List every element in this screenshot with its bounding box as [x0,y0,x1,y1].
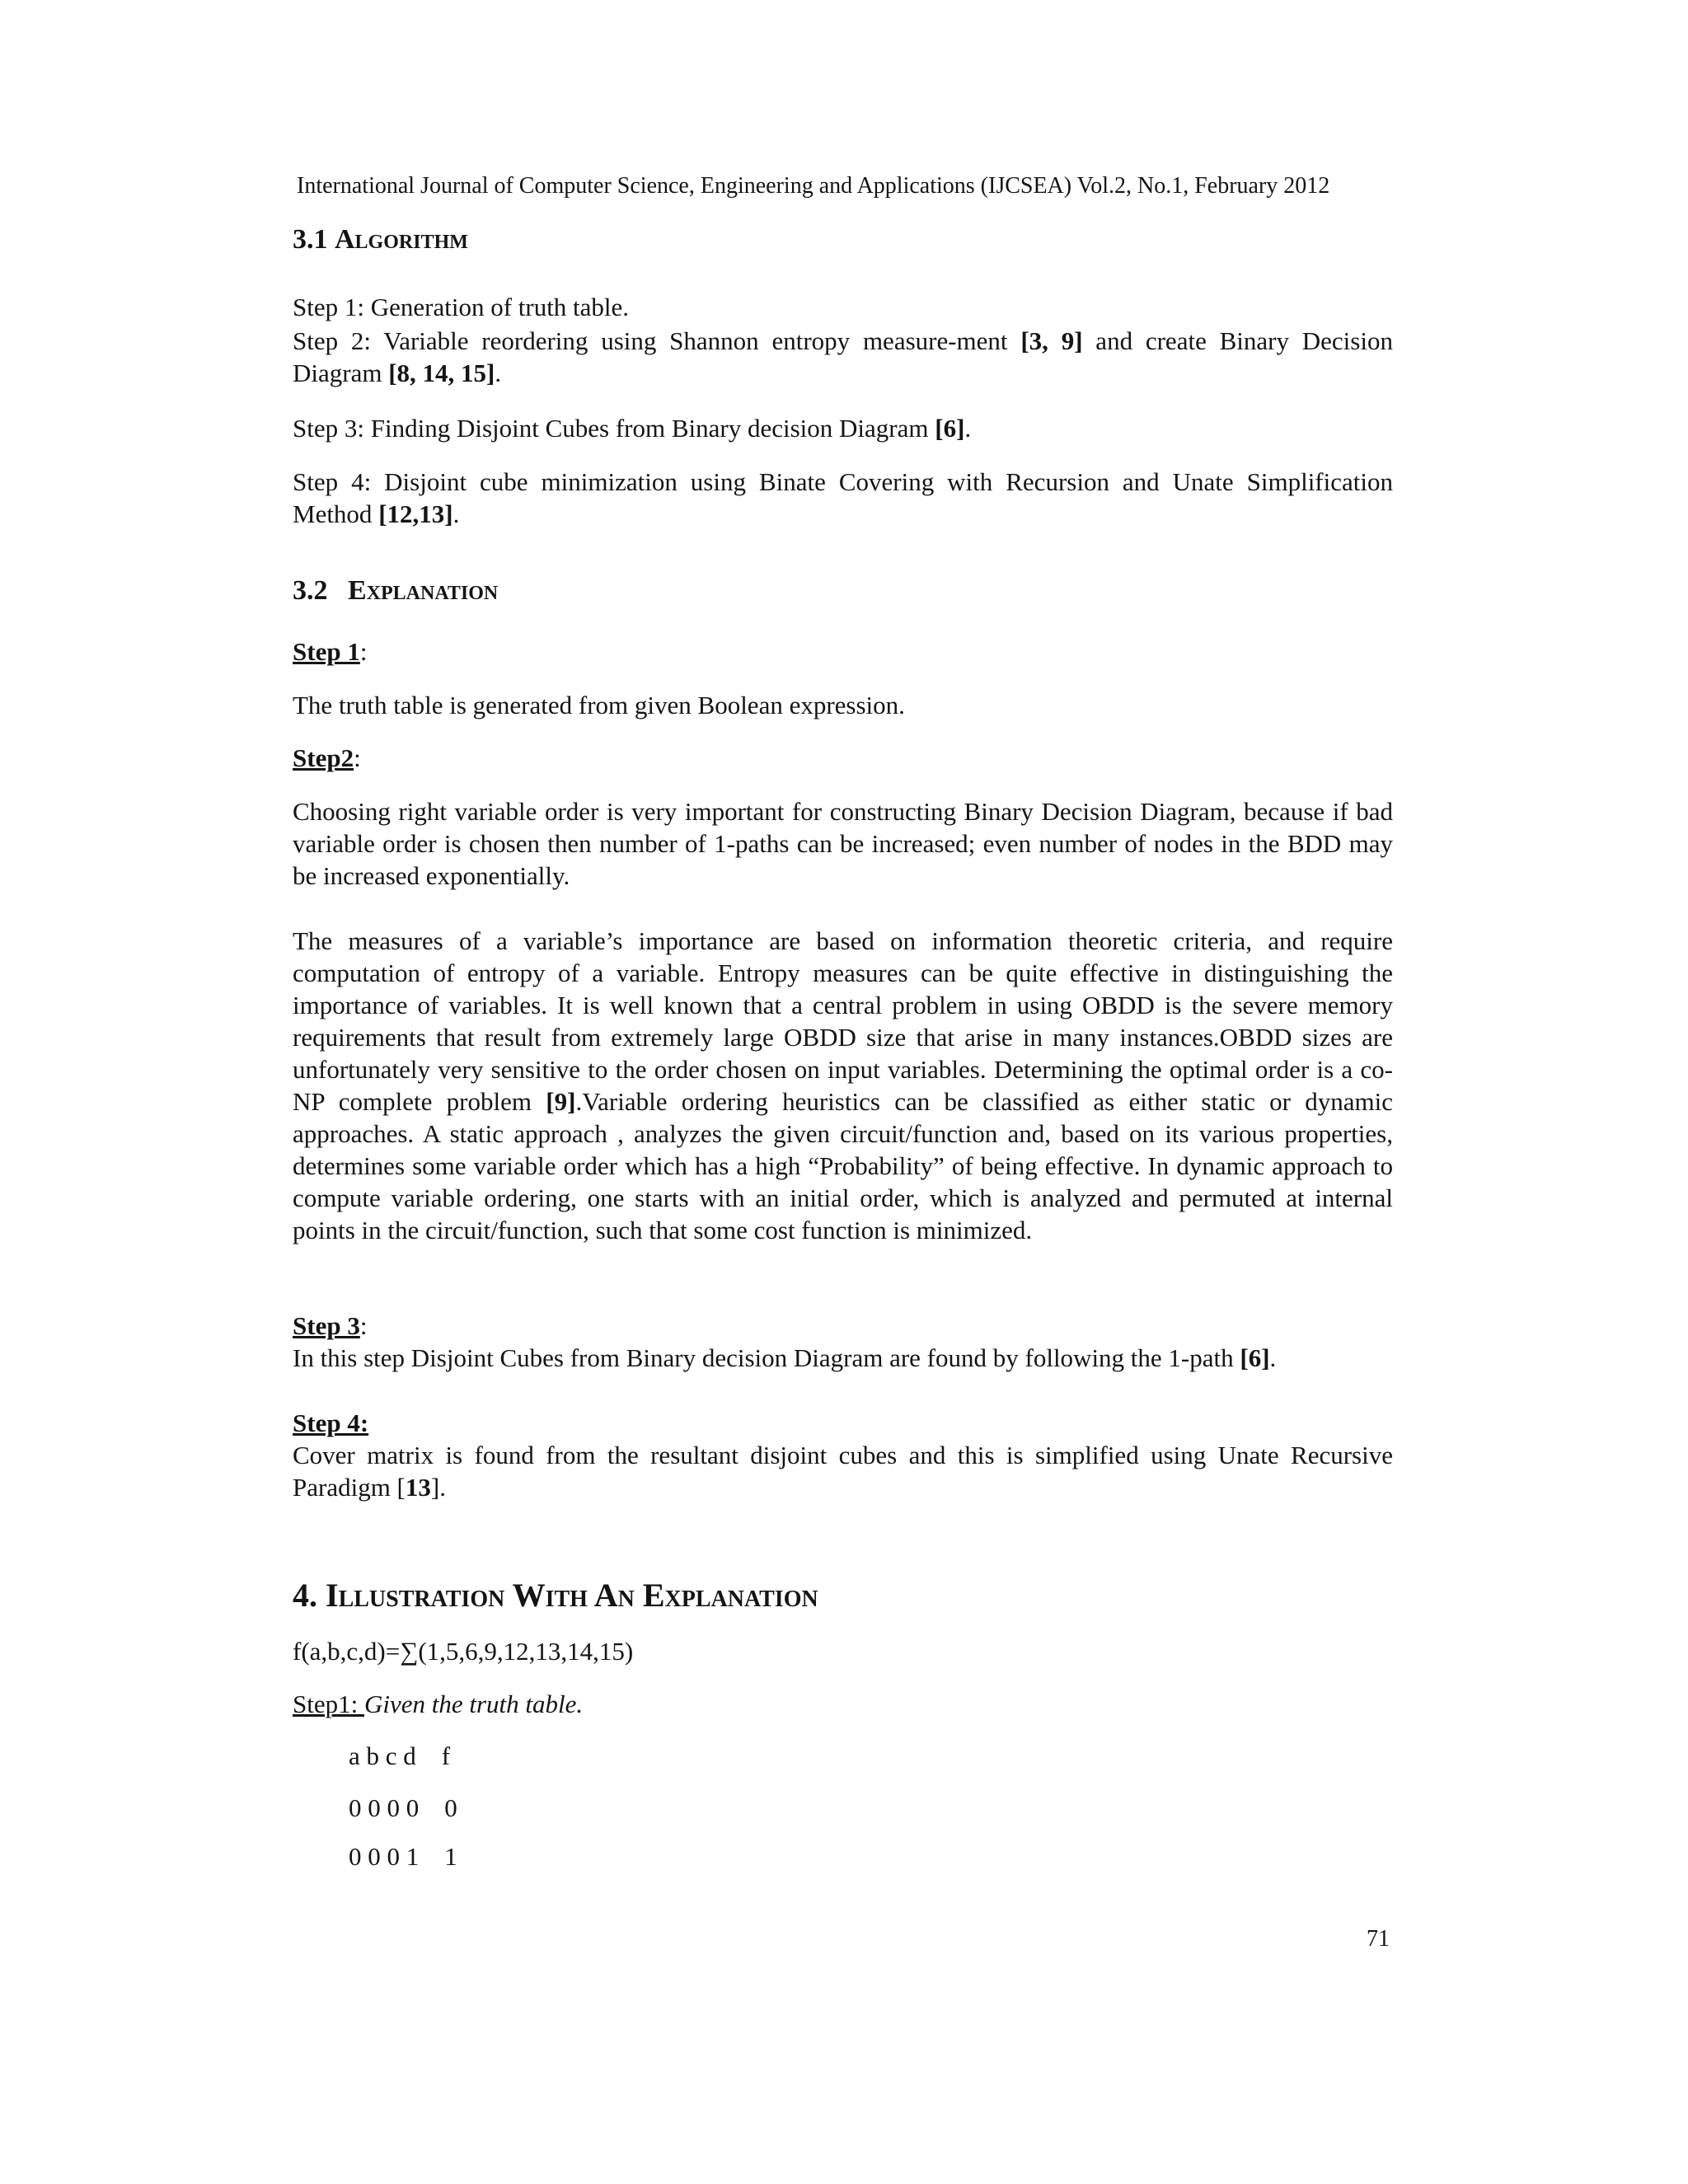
step-4-heading [293,1408,368,1438]
citation: [8, 14, 15] [388,359,495,387]
section-number: 4. [293,1577,326,1614]
section-3-1-heading [293,224,468,255]
punct: . [964,414,972,443]
page-number: 71 [1367,1926,1390,1952]
step-4-label: Step 4: [293,1408,369,1437]
step-3-heading: Step 3: [293,1311,368,1340]
citation: [6] [935,414,965,443]
running-header: International Journal of Computer Science, Engineering and Applications (IJCSEA) Vol.2, No.1, February 2012 [297,173,1330,199]
punct: ]. [430,1473,446,1502]
algo-step-3 [293,414,971,443]
boolean-function: f(a,b,c,d)=∑(1,5,6,9,12,13,14,15) [293,1637,634,1666]
step-2-paragraph-1: Choosing right variable order is very important for constructing Binary Decision Diagram, because if bad variable order is chosen then number of 1-paths can be increased; even number of nodes in the BDD may be increased exponentially. [293,797,1393,890]
step-2-paragraph-2-text: The measures of a variable’s importance are based on information theoretic criteria, and require computation of entropy of a variable. Entropy measures can be quite effective in distinguishing the importance of variables. It is well known that a central problem in using OBDD is the severe memory requirements that result from extremely large OBDD size that arise in many instances.OBDD sizes are unfortunately very sensitive to the order chosen on input variables. Determining the optimal order is a co-NP complete problem [293,926,1393,1116]
truth-table-row: 0 0 0 0 0 [349,1793,457,1822]
citation: [6] [1240,1343,1270,1372]
algo-step-2 [293,325,1393,389]
section-title: Algorithm [335,224,468,255]
algo-step-2-text-b: and create Binary Decision Diagram [293,326,1393,387]
truth-table-header: a b c d f [349,1741,451,1770]
section-title: Illustration With An Explanation [326,1577,818,1614]
step-3-text-a: In this step Disjoint Cubes from Binary decision Diagram are found by following the 1-path [293,1343,1240,1372]
illustration-step-1 [293,1690,583,1719]
citation: [3, 9] [1020,326,1083,355]
step-1-text: The truth table is generated from given Boolean expression. [293,691,905,719]
illustration-step-1-text: Given the truth table. [363,1690,584,1718]
punct: . [495,359,502,387]
section-title: Explanation [348,575,499,606]
step-2-label: Step2 [293,743,354,772]
truth-table-row: 0 0 0 1 1 [349,1842,457,1871]
algo-step-1: Step 1: Generation of truth table. [293,293,630,321]
step-1-heading: Step 1: [293,637,368,666]
algo-step-3-text: Step 3: Finding Disjoint Cubes from Binary decision Diagram [293,414,935,443]
step-1-label: Step 1 [293,637,360,666]
step-2-paragraph-2-text-b: .Variable ordering heuristics can be classified as either static or dynamic approaches. A static approach , analyzes the given circuit/function and, based on its various properties, determines some variable order which has a high “Probability” of being effective. In dynamic approach to compute variable ordering, one starts with an initial order, which is analyzed and permuted at internal points in the circuit/function, such that some cost function is minimized. [293,1087,1393,1244]
illustration-step-1-label: Step1: [293,1690,364,1718]
citation: [9] [546,1087,576,1116]
step-2-heading: Step2: [293,743,361,772]
step-2-paragraph-2 [293,925,1393,1246]
step-4-text-a: Cover matrix is found from the resultant disjoint cubes and this is simplified using Unate Recursive Paradigm [ [293,1441,1393,1502]
punct: . [1269,1343,1277,1372]
step-3-text [293,1343,1276,1373]
section-number: 3.2 [293,575,335,606]
citation: 13 [405,1473,431,1502]
step-3-label: Step 3 [293,1311,360,1340]
punct: . [452,499,460,528]
section-4-heading [293,1576,818,1615]
section-number: 3.1 [293,224,335,255]
algo-step-4 [293,466,1393,530]
section-3-2-heading [293,575,498,607]
step-4-text [293,1439,1393,1503]
algo-step-4-text: Step 4: Disjoint cube minimization using Binate Covering with Recursion and Unate Simplification Method [293,467,1393,528]
citation: [12,13] [378,499,453,528]
algo-step-2-text: Step 2: Variable reordering using Shannon entropy measure-ment [293,326,1021,355]
